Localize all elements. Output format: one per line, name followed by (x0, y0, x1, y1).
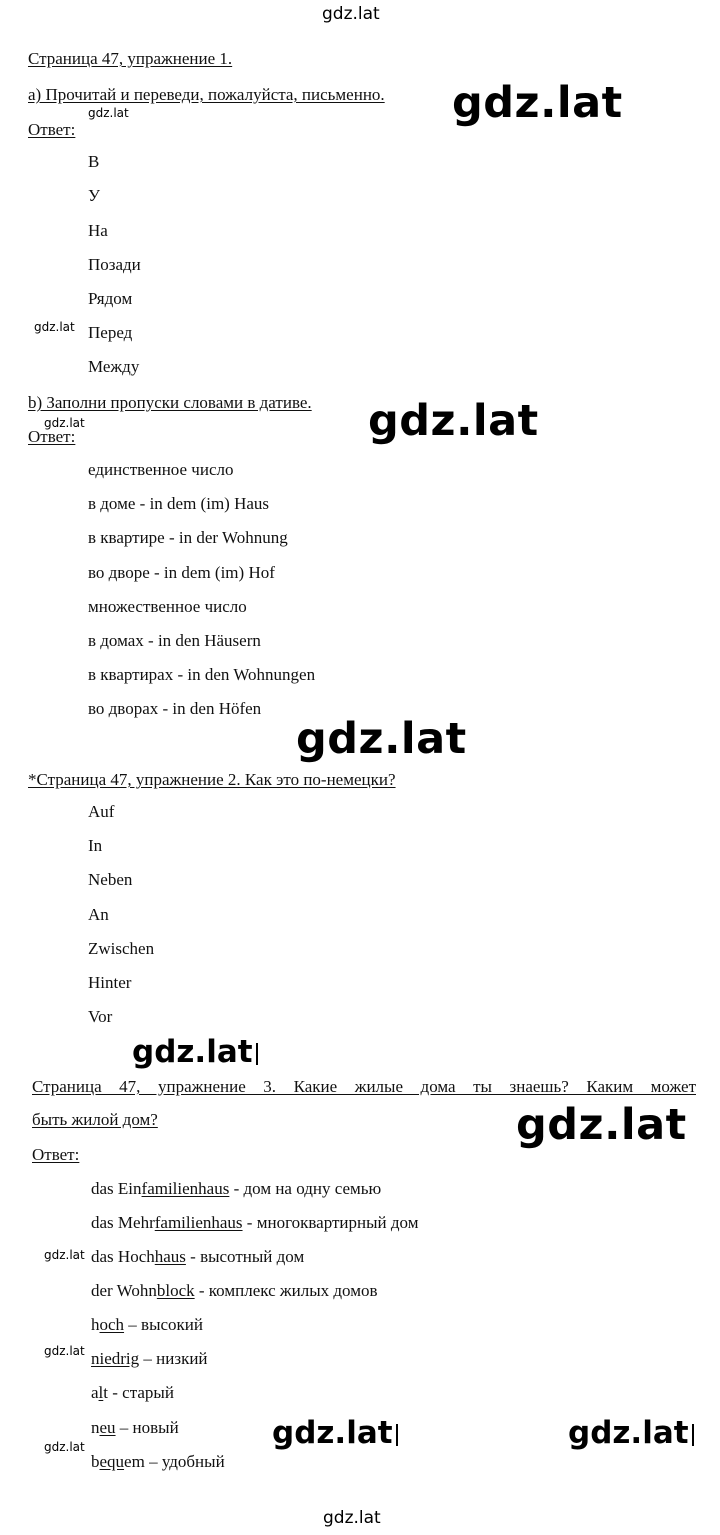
answer-label: Ответ: (28, 120, 76, 139)
vocab-item: niedrig – низкий (91, 1349, 208, 1368)
list-item: во дворах - in den Höfen (88, 699, 262, 718)
list-item: Neben (88, 870, 133, 889)
watermark: gdz.lat (44, 1440, 85, 1454)
list-item: в квартирах - in den Wohnungen (88, 665, 316, 684)
list-item: Рядом (88, 289, 133, 308)
list-item: во дворе - in dem (im) Hof (88, 563, 275, 582)
vocab-item: bequem – удобный (91, 1452, 225, 1471)
list-item: На (88, 221, 108, 240)
watermark: gdz.lat (132, 1034, 258, 1070)
vocab-item: das Mehrfamilienhaus - многоквартирный дом (91, 1213, 419, 1232)
list-item: In (88, 836, 103, 855)
exercise-1-part-a: a) Прочитай и переведи, пожалуйста, письменно. (28, 85, 385, 104)
vocab-item: das Hochhaus - высотный дом (91, 1247, 305, 1266)
watermark-top: gdz.lat (322, 4, 380, 24)
list-item: Zwischen (88, 939, 155, 958)
watermark: gdz.lat (44, 416, 85, 430)
watermark: gdz.lat (516, 1100, 687, 1150)
watermark: gdz.lat (44, 1344, 85, 1358)
list-item: в домах - in den Häusern (88, 631, 261, 650)
vocab-item: der Wohnblock - комплекс жилых домов (91, 1281, 378, 1300)
list-item: в квартире - in der Wohnung (88, 528, 288, 547)
answer-label: Ответ: (32, 1145, 80, 1164)
watermark: gdz.lat (368, 396, 539, 446)
list-item: Vor (88, 1007, 113, 1026)
vocab-item: alt - старый (91, 1383, 174, 1402)
watermark: gdz.lat (34, 320, 75, 334)
list-item: Auf (88, 802, 115, 821)
vocab-item: hoch – высокий (91, 1315, 203, 1334)
list-item: множественное число (88, 597, 247, 616)
exercise-1-heading: Страница 47, упражнение 1. (28, 49, 233, 68)
list-item: У (88, 186, 101, 205)
watermark: gdz.lat (272, 1415, 398, 1451)
list-item: Между (88, 357, 140, 376)
exercise-1-part-b: b) Заполни пропуски словами в дативе. (28, 393, 312, 412)
vocab-item: das Einfamilienhaus - дом на одну семью (91, 1179, 382, 1198)
list-item: Позади (88, 255, 141, 274)
watermark: gdz.lat (568, 1415, 694, 1451)
vocab-item: neu – новый (91, 1418, 179, 1437)
list-item: An (88, 905, 109, 924)
watermark: gdz.lat (452, 78, 623, 128)
exercise-3-heading: Страница 47, упражнение 3. Какие жилые дома ты знаешь? Каким может (32, 1077, 696, 1096)
watermark-bottom: gdz.lat (323, 1508, 381, 1528)
list-item: Hinter (88, 973, 132, 992)
exercise-3-heading-continued: быть жилой дом? (32, 1110, 158, 1129)
watermark: gdz.lat (88, 106, 129, 120)
list-item: Перед (88, 323, 133, 342)
watermark: gdz.lat (296, 714, 467, 764)
exercise-2-heading: *Страница 47, упражнение 2. Как это по-немецки? (28, 770, 396, 789)
answer-label: Ответ: (28, 427, 76, 446)
list-item: единственное число (88, 460, 234, 479)
list-item: в доме - in dem (im) Haus (88, 494, 270, 513)
watermark: gdz.lat (44, 1248, 85, 1262)
list-item: В (88, 152, 100, 171)
